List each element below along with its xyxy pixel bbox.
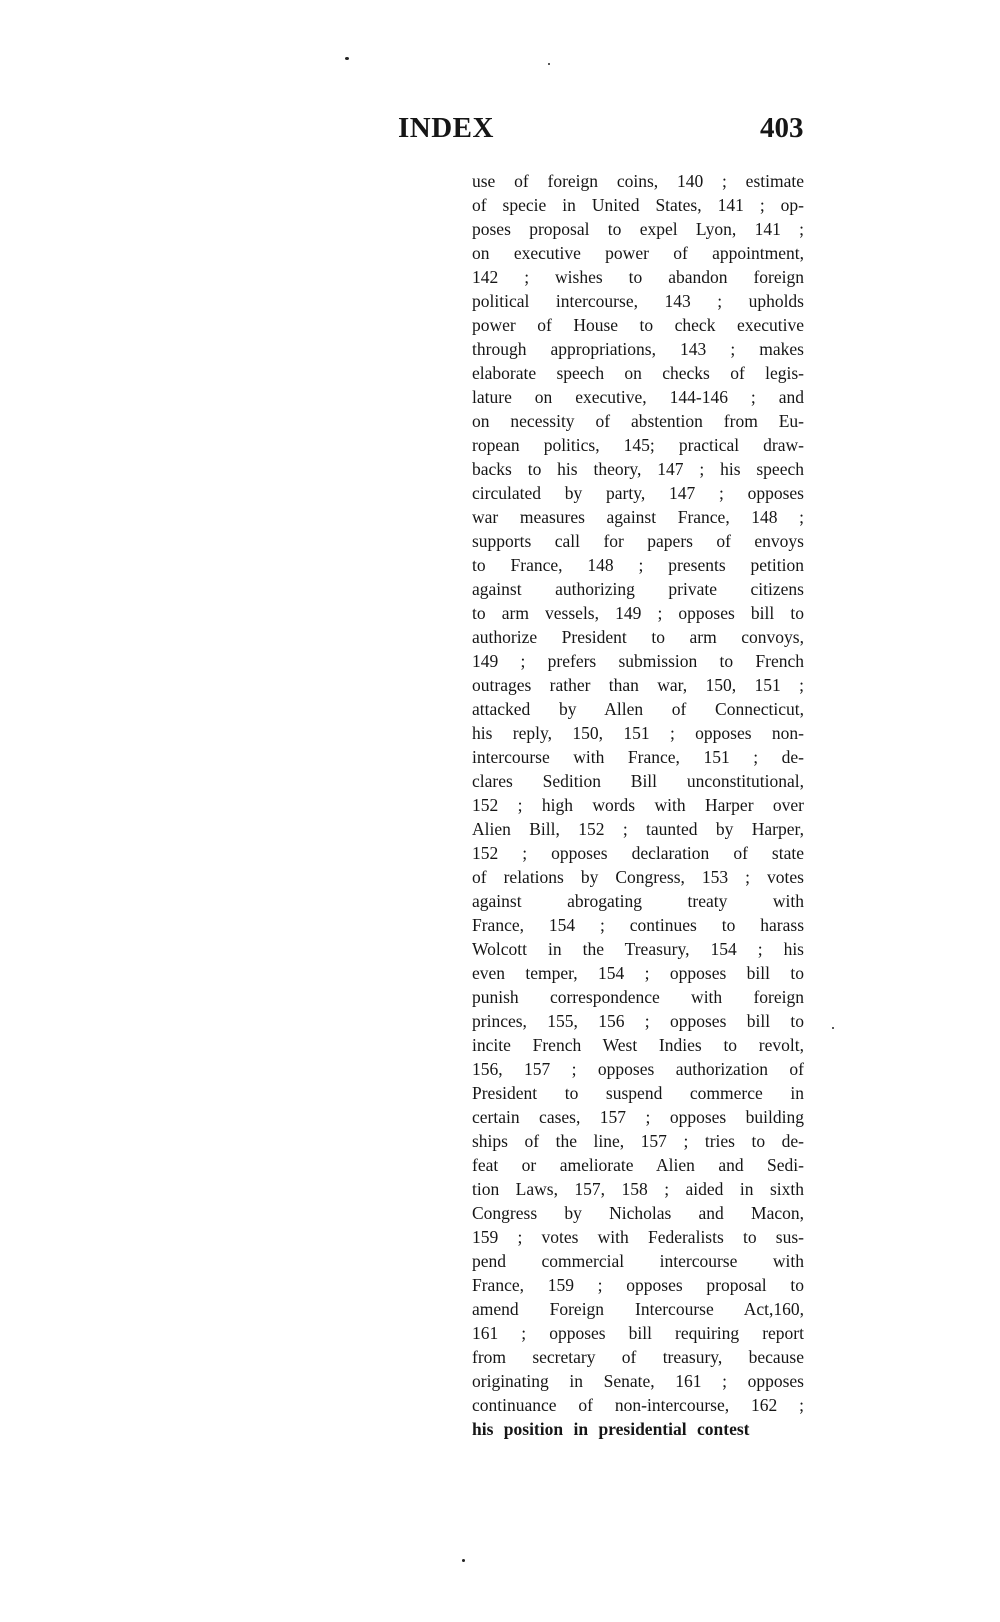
- scan-speck: [548, 63, 550, 65]
- index-line: amend Foreign Intercourse Act,160,: [472, 1299, 804, 1319]
- index-line: poses proposal to expel Lyon, 141 ;: [472, 219, 804, 239]
- page-number: 403: [760, 112, 804, 144]
- index-line: to arm vessels, 149 ; opposes bill to: [472, 603, 804, 623]
- index-line: certain cases, 157 ; opposes building: [472, 1107, 804, 1127]
- index-line: France, 154 ; continues to harass: [472, 915, 804, 935]
- running-head: INDEX: [398, 112, 494, 144]
- index-line: continuance of non-intercourse, 162 ;: [472, 1395, 804, 1415]
- index-line: tion Laws, 157, 158 ; aided in sixth: [472, 1179, 804, 1199]
- index-line: princes, 155, 156 ; opposes bill to: [472, 1011, 804, 1031]
- index-line: his reply, 150, 151 ; opposes non-: [472, 723, 804, 743]
- index-line: power of House to check executive: [472, 315, 804, 335]
- index-line: against authorizing private citizens: [472, 579, 804, 599]
- index-line: on executive power of appointment,: [472, 243, 804, 263]
- index-line: Congress by Nicholas and Macon,: [472, 1203, 804, 1223]
- index-line: 156, 157 ; opposes authorization of: [472, 1059, 804, 1079]
- index-line: political intercourse, 143 ; upholds: [472, 291, 804, 311]
- index-line: to France, 148 ; presents petition: [472, 555, 804, 575]
- index-line: from secretary of treasury, because: [472, 1347, 804, 1367]
- index-line: 152 ; high words with Harper over: [472, 795, 804, 815]
- index-line: ships of the line, 157 ; tries to de-: [472, 1131, 804, 1151]
- index-line: through appropriations, 143 ; makes: [472, 339, 804, 359]
- index-line: President to suspend commerce in: [472, 1083, 804, 1103]
- index-line: use of foreign coins, 140 ; estimate: [472, 171, 804, 191]
- index-line: circulated by party, 147 ; opposes: [472, 483, 804, 503]
- index-line: even temper, 154 ; opposes bill to: [472, 963, 804, 983]
- index-entry-column: [472, 169, 804, 1441]
- index-line: ropean politics, 145; practical draw-: [472, 435, 804, 455]
- index-line: against abrogating treaty with: [472, 891, 804, 911]
- page-header: [0, 0, 1000, 160]
- index-line: 159 ; votes with Federalists to sus-: [472, 1227, 804, 1247]
- index-line: attacked by Allen of Connecticut,: [472, 699, 804, 719]
- index-line: France, 159 ; opposes proposal to: [472, 1275, 804, 1295]
- index-line: authorize President to arm convoys,: [472, 627, 804, 647]
- index-line: on necessity of abstention from Eu-: [472, 411, 804, 431]
- index-line: Alien Bill, 152 ; taunted by Harper,: [472, 819, 804, 839]
- index-line: of specie in United States, 141 ; op-: [472, 195, 804, 215]
- index-line: 149 ; prefers submission to French: [472, 651, 804, 671]
- index-line: outrages rather than war, 150, 151 ;: [472, 675, 804, 695]
- index-line: Wolcott in the Treasury, 154 ; his: [472, 939, 804, 959]
- index-line: intercourse with France, 151 ; de-: [472, 747, 804, 767]
- index-line: originating in Senate, 161 ; opposes: [472, 1371, 804, 1391]
- scan-speck: [832, 1027, 834, 1029]
- index-line: clares Sedition Bill unconstitutional,: [472, 771, 804, 791]
- scan-speck: [462, 1559, 465, 1562]
- index-line: 152 ; opposes declaration of state: [472, 843, 804, 863]
- index-line: pend commercial intercourse with: [472, 1251, 804, 1271]
- index-line: backs to his theory, 147 ; his speech: [472, 459, 804, 479]
- index-line: war measures against France, 148 ;: [472, 507, 804, 527]
- index-line: punish correspondence with foreign: [472, 987, 804, 1007]
- index-line: his position in presidential contest: [472, 1419, 750, 1439]
- index-line: 161 ; opposes bill requiring report: [472, 1323, 804, 1343]
- index-line: supports call for papers of envoys: [472, 531, 804, 551]
- index-line: elaborate speech on checks of legis-: [472, 363, 804, 383]
- scan-speck: [345, 57, 349, 60]
- index-line: lature on executive, 144-146 ; and: [472, 387, 804, 407]
- index-line: 142 ; wishes to abandon foreign: [472, 267, 804, 287]
- index-line: of relations by Congress, 153 ; votes: [472, 867, 804, 887]
- index-line: feat or ameliorate Alien and Sedi-: [472, 1155, 804, 1175]
- index-line: incite French West Indies to revolt,: [472, 1035, 804, 1055]
